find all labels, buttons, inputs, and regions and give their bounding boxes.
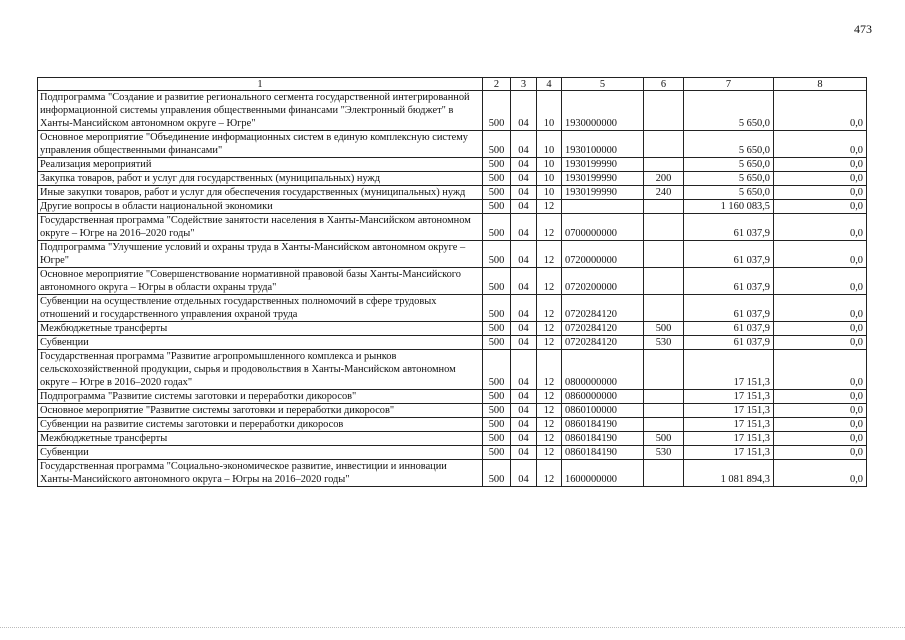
cell-col7: 5 650,0 xyxy=(684,131,774,158)
table-row xyxy=(38,322,867,336)
cell-col4: 12 xyxy=(537,336,562,350)
scan-noise-line xyxy=(0,627,905,630)
cell-description: Подпрограмма "Развитие системы заготовки и переработки дикоросов" xyxy=(38,390,483,404)
cell-description: Государственная программа "Развитие агропромышленного комплекса и рынков сельскохозяйственной продукции, сырья и продовольствия в Ханты-Мансийском автономном округе – Югре в 2016–2020 годах" xyxy=(38,350,483,390)
cell-col5: 0720200000 xyxy=(562,268,644,295)
cell-col6 xyxy=(644,131,684,158)
cell-col5: 1930000000 xyxy=(562,91,644,131)
cell-col8: 0,0 xyxy=(774,241,867,268)
cell-col2: 500 xyxy=(483,131,511,158)
cell-col7: 17 151,3 xyxy=(684,390,774,404)
cell-description: Другие вопросы в области национальной экономики xyxy=(38,200,483,214)
cell-col2: 500 xyxy=(483,268,511,295)
cell-description: Субвенции xyxy=(38,336,483,350)
table-row xyxy=(38,131,867,158)
table-row xyxy=(38,200,867,214)
cell-col5: 0860000000 xyxy=(562,390,644,404)
cell-col5: 1930199990 xyxy=(562,172,644,186)
cell-col4: 12 xyxy=(537,214,562,241)
table-row xyxy=(38,91,867,131)
cell-col3: 04 xyxy=(511,91,537,131)
cell-col7: 61 037,9 xyxy=(684,214,774,241)
cell-description: Подпрограмма "Создание и развитие регионального сегмента государственной интегрированной информационной системы управления общественными финансами "Электронный бюджет" в Ханты-Мансийском автономном округе – Югре" xyxy=(38,91,483,131)
cell-col8: 0,0 xyxy=(774,268,867,295)
cell-description: Субвенции xyxy=(38,446,483,460)
cell-description: Межбюджетные трансферты xyxy=(38,432,483,446)
cell-col6 xyxy=(644,295,684,322)
cell-col2: 500 xyxy=(483,200,511,214)
column-header: 6 xyxy=(644,78,684,91)
column-header: 7 xyxy=(684,78,774,91)
cell-col3: 04 xyxy=(511,446,537,460)
table-row xyxy=(38,336,867,350)
cell-col6 xyxy=(644,91,684,131)
cell-col6 xyxy=(644,390,684,404)
column-header: 1 xyxy=(38,78,483,91)
cell-col3: 04 xyxy=(511,214,537,241)
cell-col7: 17 151,3 xyxy=(684,418,774,432)
table-row xyxy=(38,418,867,432)
cell-col2: 500 xyxy=(483,158,511,172)
cell-col3: 04 xyxy=(511,350,537,390)
cell-col7: 17 151,3 xyxy=(684,446,774,460)
cell-col2: 500 xyxy=(483,390,511,404)
cell-col2: 500 xyxy=(483,418,511,432)
cell-col5: 0700000000 xyxy=(562,214,644,241)
cell-col3: 04 xyxy=(511,200,537,214)
cell-col8: 0,0 xyxy=(774,158,867,172)
cell-col5: 0860184190 xyxy=(562,446,644,460)
cell-col4: 12 xyxy=(537,418,562,432)
budget-table xyxy=(37,77,867,487)
table-row xyxy=(38,390,867,404)
cell-col7: 17 151,3 xyxy=(684,432,774,446)
cell-col6: 530 xyxy=(644,446,684,460)
cell-description: Подпрограмма "Улучшение условий и охраны труда в Ханты-Мансийском автономном округе – Югре" xyxy=(38,241,483,268)
cell-col6: 500 xyxy=(644,322,684,336)
cell-col6 xyxy=(644,460,684,487)
cell-col4: 12 xyxy=(537,322,562,336)
table-row xyxy=(38,268,867,295)
cell-col7: 61 037,9 xyxy=(684,336,774,350)
cell-col3: 04 xyxy=(511,432,537,446)
cell-col3: 04 xyxy=(511,336,537,350)
cell-col8: 0,0 xyxy=(774,186,867,200)
cell-col6 xyxy=(644,350,684,390)
table-row xyxy=(38,214,867,241)
cell-col5: 0720284120 xyxy=(562,336,644,350)
cell-col6 xyxy=(644,214,684,241)
cell-col7: 61 037,9 xyxy=(684,322,774,336)
cell-col8: 0,0 xyxy=(774,131,867,158)
cell-col4: 12 xyxy=(537,200,562,214)
cell-col5: 0720284120 xyxy=(562,322,644,336)
cell-col4: 12 xyxy=(537,295,562,322)
cell-col6 xyxy=(644,418,684,432)
column-header: 4 xyxy=(537,78,562,91)
cell-col5: 1600000000 xyxy=(562,460,644,487)
cell-col4: 10 xyxy=(537,172,562,186)
cell-col3: 04 xyxy=(511,404,537,418)
cell-col4: 12 xyxy=(537,404,562,418)
table-row xyxy=(38,460,867,487)
table-body xyxy=(38,91,867,487)
cell-col5: 0860100000 xyxy=(562,404,644,418)
cell-col6 xyxy=(644,404,684,418)
cell-col6 xyxy=(644,241,684,268)
cell-col4: 10 xyxy=(537,186,562,200)
cell-col3: 04 xyxy=(511,158,537,172)
table-row xyxy=(38,446,867,460)
cell-col6: 240 xyxy=(644,186,684,200)
cell-col4: 12 xyxy=(537,350,562,390)
cell-col6: 200 xyxy=(644,172,684,186)
table-row xyxy=(38,432,867,446)
cell-col4: 12 xyxy=(537,432,562,446)
cell-col5 xyxy=(562,200,644,214)
cell-col7: 5 650,0 xyxy=(684,91,774,131)
cell-description: Государственная программа "Содействие занятости населения в Ханты-Мансийском автономном округе – Югре на 2016–2020 годы" xyxy=(38,214,483,241)
cell-description: Государственная программа "Социально-экономическое развитие, инвестиции и инновации Ханты-Мансийского автономного округа – Югры на 2016–2020 годы" xyxy=(38,460,483,487)
cell-col8: 0,0 xyxy=(774,432,867,446)
cell-col7: 61 037,9 xyxy=(684,241,774,268)
cell-col2: 500 xyxy=(483,172,511,186)
cell-description: Субвенции на осуществление отдельных государственных полномочий в сфере трудовых отношений и государственного управления охраной труда xyxy=(38,295,483,322)
cell-description: Закупка товаров, работ и услуг для государственных (муниципальных) нужд xyxy=(38,172,483,186)
cell-col5: 0860184190 xyxy=(562,418,644,432)
cell-col2: 500 xyxy=(483,214,511,241)
cell-col2: 500 xyxy=(483,91,511,131)
cell-col8: 0,0 xyxy=(774,390,867,404)
cell-col3: 04 xyxy=(511,460,537,487)
cell-col6 xyxy=(644,158,684,172)
cell-col7: 17 151,3 xyxy=(684,404,774,418)
cell-description: Реализация мероприятий xyxy=(38,158,483,172)
cell-col6 xyxy=(644,200,684,214)
cell-col4: 12 xyxy=(537,460,562,487)
cell-col2: 500 xyxy=(483,295,511,322)
cell-col8: 0,0 xyxy=(774,322,867,336)
cell-col3: 04 xyxy=(511,186,537,200)
cell-col3: 04 xyxy=(511,390,537,404)
table-row xyxy=(38,158,867,172)
cell-col7: 17 151,3 xyxy=(684,350,774,390)
cell-col5: 1930199990 xyxy=(562,186,644,200)
cell-col3: 04 xyxy=(511,322,537,336)
cell-col5: 0720284120 xyxy=(562,295,644,322)
cell-col6: 500 xyxy=(644,432,684,446)
table-row xyxy=(38,295,867,322)
cell-col7: 61 037,9 xyxy=(684,295,774,322)
cell-col3: 04 xyxy=(511,268,537,295)
cell-col2: 500 xyxy=(483,322,511,336)
cell-col7: 61 037,9 xyxy=(684,268,774,295)
cell-description: Основное мероприятие "Объединение информационных систем в единую комплексную систему управления общественными финансами" xyxy=(38,131,483,158)
cell-col2: 500 xyxy=(483,336,511,350)
cell-col2: 500 xyxy=(483,186,511,200)
cell-col5: 0800000000 xyxy=(562,350,644,390)
cell-col8: 0,0 xyxy=(774,336,867,350)
cell-col8: 0,0 xyxy=(774,295,867,322)
cell-col8: 0,0 xyxy=(774,172,867,186)
cell-col2: 500 xyxy=(483,446,511,460)
table-row xyxy=(38,186,867,200)
cell-col8: 0,0 xyxy=(774,460,867,487)
cell-col4: 12 xyxy=(537,268,562,295)
cell-col7: 1 160 083,5 xyxy=(684,200,774,214)
cell-col8: 0,0 xyxy=(774,418,867,432)
cell-col4: 12 xyxy=(537,446,562,460)
table-row xyxy=(38,404,867,418)
cell-col8: 0,0 xyxy=(774,91,867,131)
cell-col7: 5 650,0 xyxy=(684,172,774,186)
cell-col3: 04 xyxy=(511,241,537,268)
column-header: 2 xyxy=(483,78,511,91)
cell-col5: 0860184190 xyxy=(562,432,644,446)
cell-col2: 500 xyxy=(483,432,511,446)
page-number: 473 xyxy=(854,22,872,36)
cell-col3: 04 xyxy=(511,295,537,322)
cell-col3: 04 xyxy=(511,131,537,158)
cell-col7: 1 081 894,3 xyxy=(684,460,774,487)
cell-description: Межбюджетные трансферты xyxy=(38,322,483,336)
cell-col4: 10 xyxy=(537,131,562,158)
cell-col6: 530 xyxy=(644,336,684,350)
cell-col3: 04 xyxy=(511,172,537,186)
cell-description: Субвенции на развитие системы заготовки и переработки дикоросов xyxy=(38,418,483,432)
cell-col6 xyxy=(644,268,684,295)
cell-col3: 04 xyxy=(511,418,537,432)
cell-col4: 10 xyxy=(537,91,562,131)
cell-col5: 1930199990 xyxy=(562,158,644,172)
cell-description: Иные закупки товаров, работ и услуг для обеспечения государственных (муниципальных) нужд xyxy=(38,186,483,200)
cell-description: Основное мероприятие "Развитие системы заготовки и переработки дикоросов" xyxy=(38,404,483,418)
cell-col2: 500 xyxy=(483,241,511,268)
cell-col8: 0,0 xyxy=(774,350,867,390)
column-header: 8 xyxy=(774,78,867,91)
cell-col5: 0720000000 xyxy=(562,241,644,268)
cell-col4: 12 xyxy=(537,241,562,268)
table-row xyxy=(38,172,867,186)
cell-col2: 500 xyxy=(483,460,511,487)
cell-col7: 5 650,0 xyxy=(684,186,774,200)
cell-col7: 5 650,0 xyxy=(684,158,774,172)
cell-col8: 0,0 xyxy=(774,404,867,418)
cell-col2: 500 xyxy=(483,404,511,418)
cell-col8: 0,0 xyxy=(774,200,867,214)
cell-col4: 12 xyxy=(537,390,562,404)
table-row xyxy=(38,350,867,390)
column-header: 3 xyxy=(511,78,537,91)
cell-col4: 10 xyxy=(537,158,562,172)
cell-col8: 0,0 xyxy=(774,446,867,460)
cell-col8: 0,0 xyxy=(774,214,867,241)
table-row xyxy=(38,241,867,268)
header-row xyxy=(38,78,867,91)
cell-col2: 500 xyxy=(483,350,511,390)
cell-col5: 1930100000 xyxy=(562,131,644,158)
cell-description: Основное мероприятие "Совершенствование нормативной правовой базы Ханты-Мансийского автономного округа – Югры в области охраны труда" xyxy=(38,268,483,295)
column-header: 5 xyxy=(562,78,644,91)
